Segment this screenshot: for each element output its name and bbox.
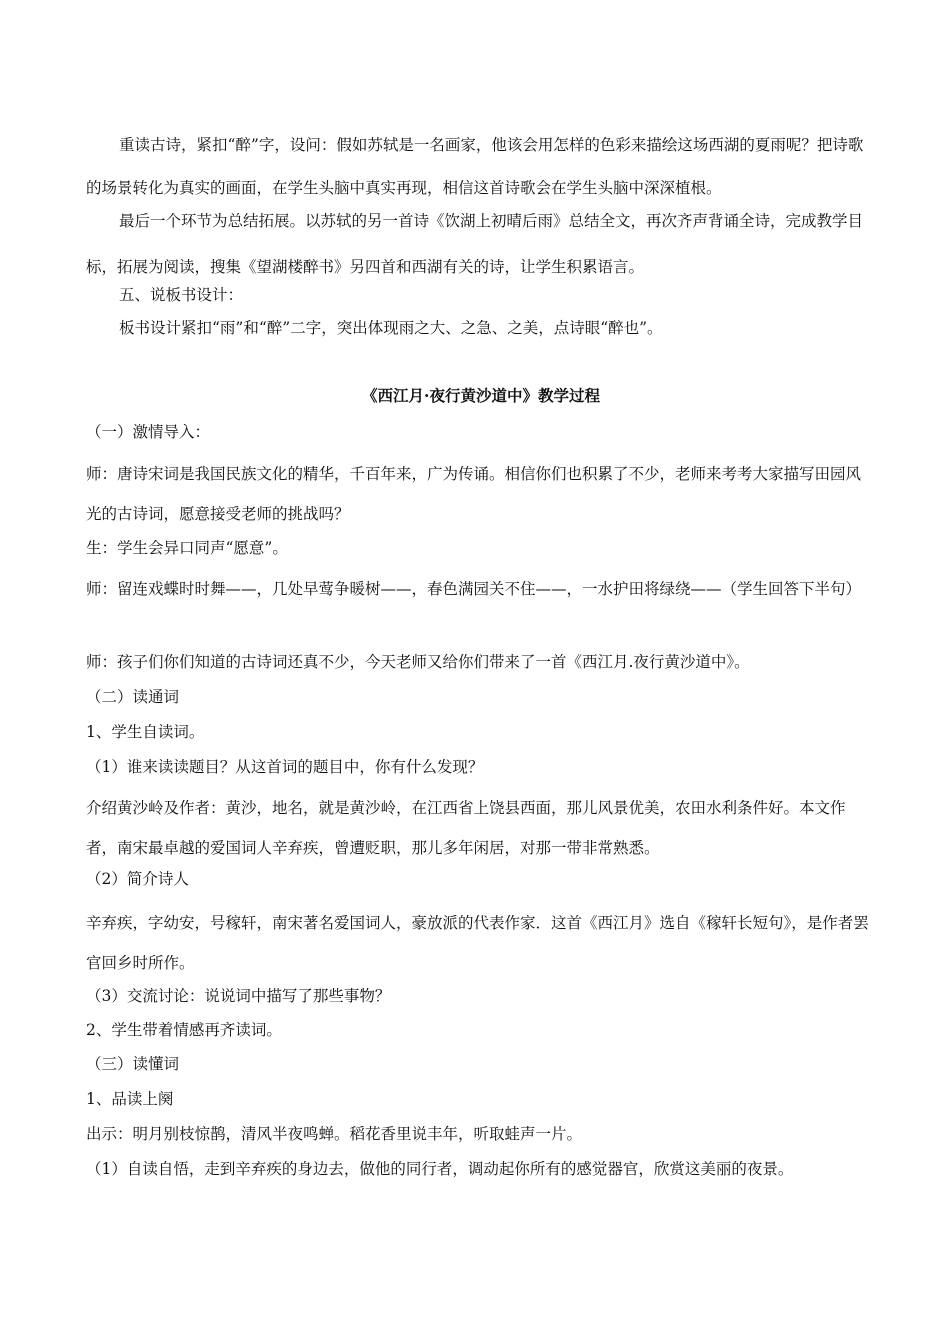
line-read-through-heading: （二）读通词 <box>86 688 180 706</box>
line-poet-bio: 辛弃疾，字幼安，号稼轩，南宋著名爱国词人，豪放派的代表作家．这首《西江月》选自《稼轩长短句》，是作者罢官回乡时所作。 <box>86 914 869 972</box>
line-understand-heading: （三）读懂词 <box>86 1055 180 1073</box>
line-self-read: 1、学生自读词。 <box>86 723 205 741</box>
line-discussion: （3）交流讨论：说说词中描写了那些事物？ <box>86 987 391 1005</box>
line-question-title: （1）谁来读读题目？从这首词的题目中，你有什么发现？ <box>86 758 484 776</box>
line-show-poem: 出示：明月别枝惊鹊，清风半夜鸣蝉。稻花香里说丰年，听取蛙声一片。 <box>86 1125 583 1143</box>
line-teacher-opening: 师：唐诗宋词是我国民族文化的精华，千百年来，广为传诵。相信你们也积累了不少，老师来考考大家描写田园风光的古诗词，愿意接受老师的挑战吗？ <box>86 465 862 523</box>
paragraph-summary-extension: 最后一个环节为总结拓展。以苏轼的另一首诗《饮湖上初晴后雨》总结全文，再次齐声背诵全诗，完成教学目标，拓展为阅读，搜集《望湖楼醉书》另四首和西湖有关的诗，让学生积累语言。 <box>86 212 864 276</box>
line-intro-heading: （一）激情导入： <box>86 423 211 441</box>
section-heading-board-design: 五、说板书设计： <box>119 286 244 304</box>
line-author-intro: 介绍黄沙岭及作者：黄沙，地名，就是黄沙岭，在江西省上饶县西面，那儿风景优美，农田水利条件好。本文作者，南宋最卓越的爱国词人辛弃疾，曾遭贬职，那儿多年闲居，对那一带非常熟悉。 <box>86 799 846 857</box>
line-poet-heading: （2）简介诗人 <box>86 870 189 888</box>
paragraph-reread-poem: 重读古诗，紧扣“醉”字，设问：假如苏轼是一名画家，他该会用怎样的色彩来描绘这场西湖的夏雨呢？把诗歌的场景转化为真实的画面，在学生头脑中真实再现，相信这首诗歌会在学生头脑中深深植根。 <box>86 136 864 197</box>
line-teacher-quiz: 师：留连戏蝶时时舞——，几处早莺争暖树——，春色满园关不住——，一水护田将绿绕——（学生回答下半句） <box>86 580 862 598</box>
paragraph-board-design: 板书设计紧扣“雨”和“醉”二字，突出体现雨之大、之急、之美，点诗眼“醉也”。 <box>119 319 663 337</box>
line-read-again: 2、学生带着情感再齐读词。 <box>86 1021 282 1039</box>
line-student-answer: 生：学生会异口同声“愿意”。 <box>86 539 288 557</box>
line-self-study: （1）自读自悟，走到辛弃疾的身边去，做他的同行者，调动起你所有的感觉器官，欣赏这美丽的夜景。 <box>86 1160 794 1178</box>
line-teacher-introduce: 师：孩子们你们知道的古诗词还真不少，今天老师又给你们带来了一首《西江月.夜行黄沙道中》。 <box>86 653 750 671</box>
line-first-stanza: 1、品读上阕 <box>86 1090 174 1108</box>
section-title: 《西江月·夜行黄沙道中》教学过程 <box>362 386 600 405</box>
